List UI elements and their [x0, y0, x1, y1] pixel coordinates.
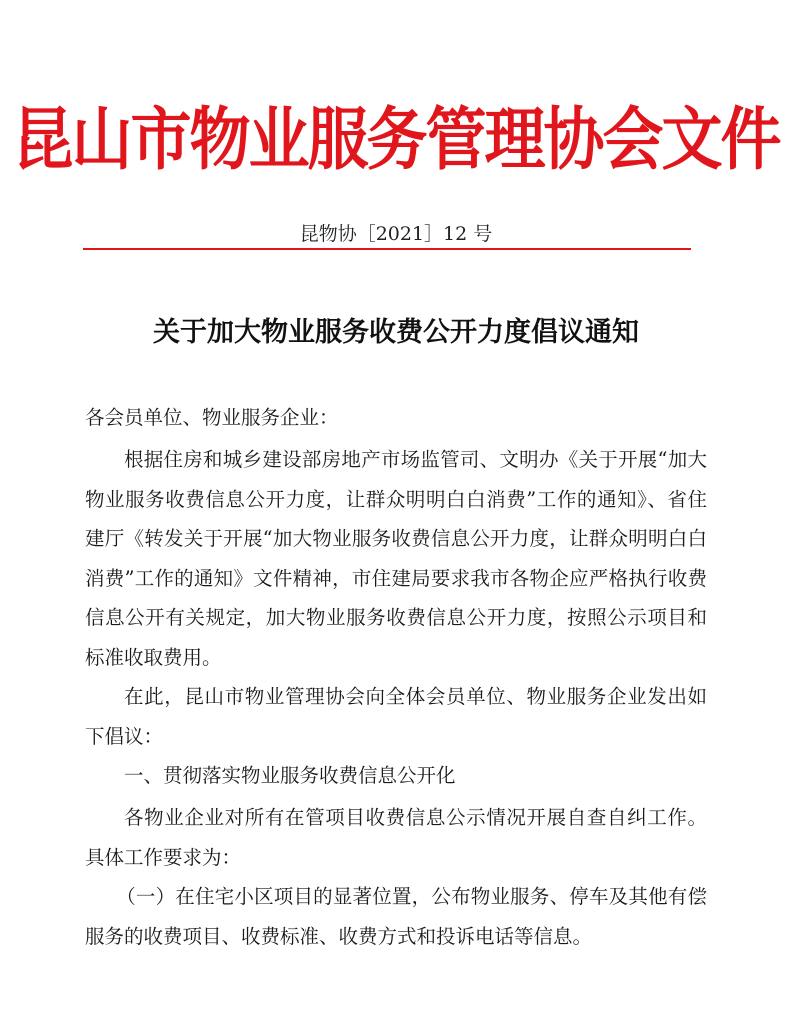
item-1: （一）在住宅小区项目的显著位置，公布物业服务、停车及其他有偿服务的收费项目、收费标准、收费方式和投诉电话等信息。 — [85, 885, 707, 948]
paragraph-3: 各物业企业对所有在管项目收费信息公示情况开展自查自纠工作。具体工作要求为： — [85, 806, 707, 869]
document-number: 昆物协［2021］12 号 — [299, 223, 493, 245]
organization-title: 昆山市物业服务管理协会文件 — [12, 100, 780, 180]
header-divider — [83, 248, 691, 250]
paragraph-1: 根据住房和城乡建设部房地产市场监管司、文明办《关于开展“加大物业服务收费信息公开力度，让群众明明白白消费”工作的通知》、省住建厅《转发关于开展“加大物业服务收费信息公开力度，让群众明明白白消费”工作的通知》文件精神，市住建局要求我市各物企应严格执行收费信息公开有关规定，加大物业服务收费信息公开力度，按照公示项目和标准收取费用。 — [85, 448, 707, 669]
section-1-heading: 一、贯彻落实物业服务收费信息公开化 — [124, 764, 456, 787]
paragraph-2: 在此，昆山市物业管理协会向全体会员单位、物业服务企业发出如下倡议： — [85, 685, 707, 748]
notice-title: 关于加大物业服务收费公开力度倡议通知 — [153, 317, 639, 348]
salutation: 各会员单位、物业服务企业： — [85, 406, 339, 429]
